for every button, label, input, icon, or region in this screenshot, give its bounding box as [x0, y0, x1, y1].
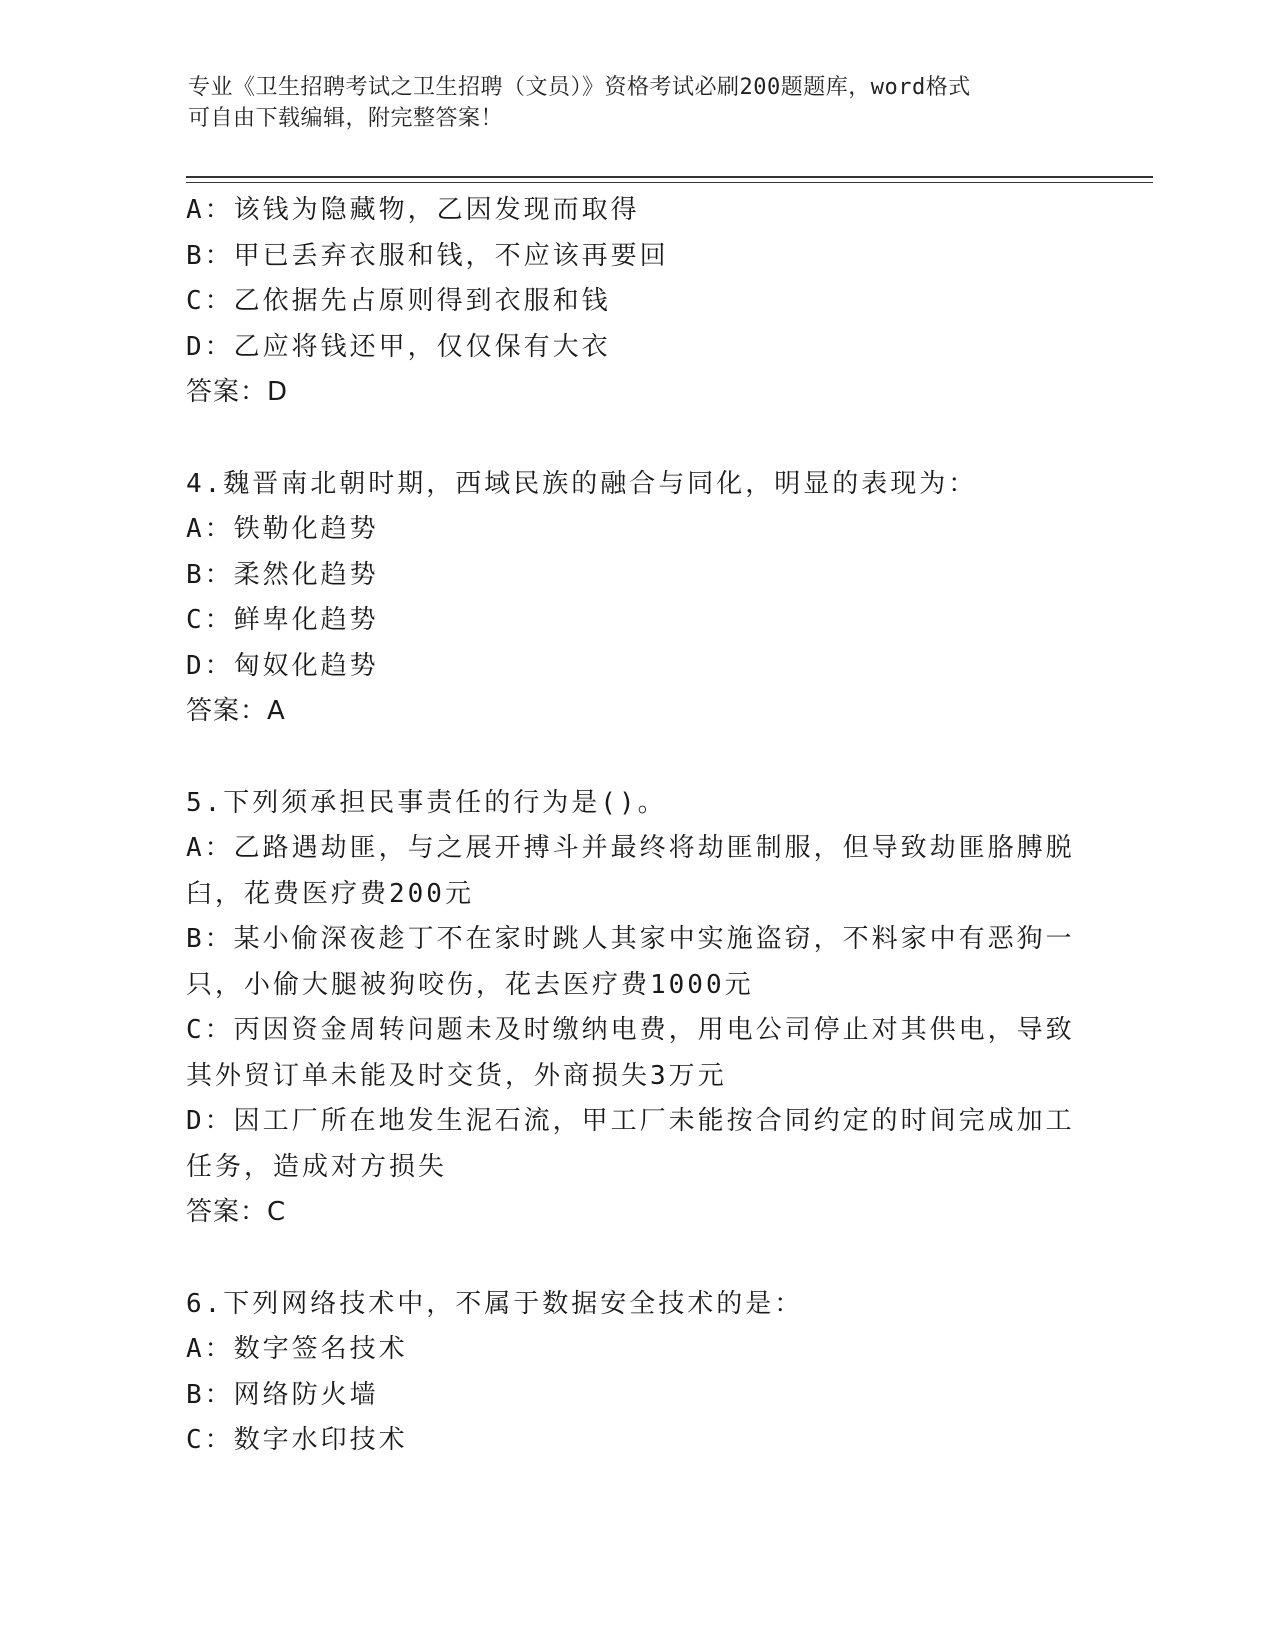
spacer: [186, 735, 1086, 781]
question-stem: 5.下列须承担民事责任的行为是()。: [186, 787, 667, 818]
document-header: [188, 72, 1068, 134]
answer-line: 答案：A: [186, 696, 286, 726]
answer-line: 答案：D: [186, 377, 289, 407]
spacer: [186, 416, 1086, 462]
question-stem: 6.下列网络技术中，不属于数据安全技术的是：: [186, 1288, 804, 1319]
question-list: [186, 188, 1086, 1464]
option-c: C：丙因资金周转问题未及时缴纳电费，用电公司停止对其供电，导致其外贸订单未能及时交货，外商损失3万元: [186, 1015, 1075, 1091]
question-block-5: [186, 781, 1086, 1236]
spacer: [186, 1236, 1086, 1282]
answer-line: 答案：C: [186, 1197, 287, 1227]
option-d: D：乙应将钱还甲，仅仅保有大衣: [186, 331, 611, 362]
option-c: C：数字水印技术: [186, 1425, 408, 1455]
option-b: B：网络防火墙: [186, 1379, 379, 1410]
option-a: A：乙路遇劫匪，与之展开搏斗并最终将劫匪制服，但导致劫匪胳膊脱臼，花费医疗费200元: [186, 833, 1075, 909]
header-divider-thick: [186, 176, 1153, 178]
option-d: D：因工厂所在地发生泥石流，甲工厂未能按合同约定的时间完成加工任务，造成对方损失: [186, 1106, 1075, 1182]
question-stem: 4.魏晋南北朝时期，西域民族的融合与同化，明显的表现为：: [186, 468, 978, 499]
option-d: D：匈奴化趋势: [186, 650, 379, 681]
option-a: A：数字签名技术: [186, 1334, 408, 1364]
header-divider-thin: [186, 182, 1153, 183]
header-title-line-1: 专业《卫生招聘考试之卫生招聘（文员）》资格考试必刷200题题库，word格式: [188, 75, 971, 100]
option-b: B：柔然化趋势: [186, 559, 379, 590]
option-b: B：某小偷深夜趁丁不在家时跳人其家中实施盗窃，不料家中有恶狗一只，小偷大腿被狗咬伤，花去医疗费1000元: [186, 924, 1075, 1000]
header-title-line-2: 可自由下载编辑，附完整答案！: [188, 106, 504, 131]
question-block-3: [186, 188, 1086, 416]
question-block-4: [186, 462, 1086, 735]
option-a: A：该钱为隐藏物，乙因发现而取得: [186, 195, 640, 225]
question-block-6: [186, 1282, 1086, 1464]
option-b: B：甲已丢弃衣服和钱，不应该再要回: [186, 240, 669, 271]
option-a: A：铁勒化趋势: [186, 514, 379, 544]
option-c: C：鲜卑化趋势: [186, 605, 379, 635]
option-c: C：乙依据先占原则得到衣服和钱: [186, 286, 611, 316]
